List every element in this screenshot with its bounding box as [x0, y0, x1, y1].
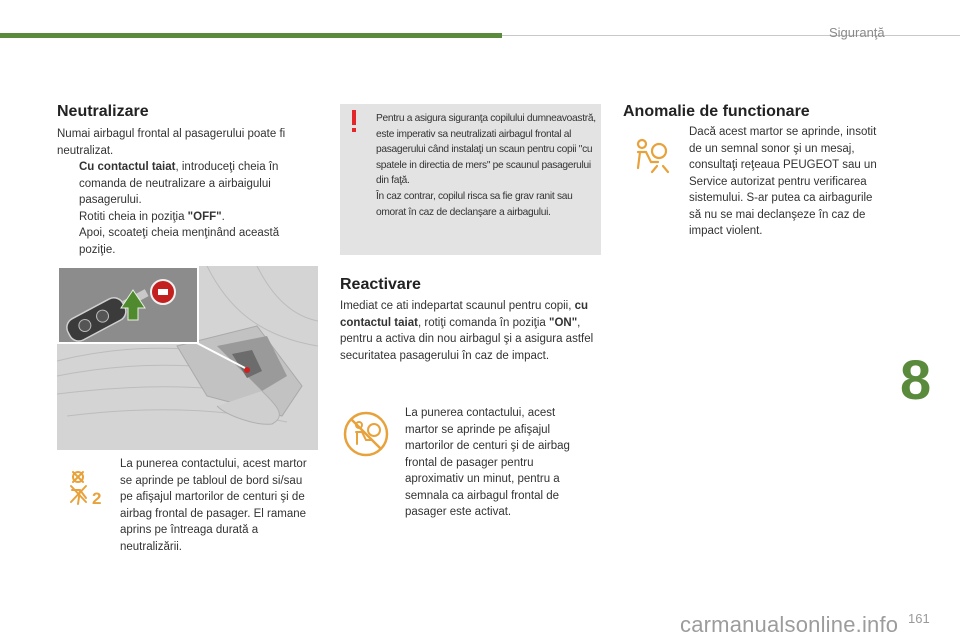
neutralizare-steps	[57, 159, 307, 258]
step-2: Rotiti cheia in poziţia "OFF".	[79, 210, 225, 223]
anomalie-title: Anomalie de functionare	[623, 103, 810, 120]
watermark: carmanualsonline.info	[680, 612, 899, 637]
neutralizare-title: Neutralizare	[57, 103, 149, 120]
reactivare-title: Reactivare	[340, 276, 421, 293]
warning-line-1: Pentru a asigura siguranţa copilului dumneavoastră, este imperativ sa neutralizati airbagul frontal al pasagerului când instalaţi un scaun pentru copii "cu spatele in directia de mers" pe scaunul pasagerului din faţă.	[376, 113, 596, 187]
key-inset-illustration	[57, 266, 199, 344]
reactivare-body: Imediat ce ati indepartat scaunul pentru copii, cu contactul taiat, rotiţi comanda în poziţia "ON", pentru a activa din nou airbagul şi a asigura astfel securitatea pasagerului în caz de impact.	[340, 300, 594, 362]
airbag-disabled-description: La punerea contactului, acest martor se aprinde pe afişajul martorilor de centuri şi de airbag frontal de pasager pentru aproximativ un minut, pentru a semnala ca airbagul frontal de pasager este activat.	[405, 407, 570, 518]
passenger-airbag-off-icon	[66, 468, 106, 508]
neutralizare-intro: Numai airbagul frontal al pasagerului poate fi neutralizat.	[57, 128, 286, 157]
header-accent-bar	[0, 33, 502, 38]
neutralizare-body	[57, 126, 307, 258]
warning-text	[376, 111, 598, 220]
step-3: Apoi, scoateţi cheia menţinând această poziţie.	[79, 227, 280, 256]
airbag-warning-description: Dacă acest martor se aprinde, insotit de un semnal sonor şi un mesaj, consultaţi reţeaua PEUGEOT sau un Service autorizat pentru verificarea sistemului. S-ar putea ca airbagurile să nu se mai declanşeze în caz de impact violent.	[689, 126, 877, 237]
section-title: Siguranţă	[829, 25, 885, 40]
step-1: Cu contactul taiat, introduceţi cheia în comanda de neutralizare a airbaigului pasagerului.	[79, 161, 279, 206]
warning-line-2: În caz contrar, copilul risca sa fie grav ranit sau omorat în caz de declanşare a airbagului.	[376, 190, 573, 218]
header-divider	[502, 35, 960, 36]
svg-text:2: 2	[92, 489, 102, 508]
chapter-number: 8	[900, 348, 932, 411]
exclamation-icon	[349, 110, 359, 134]
page-number: 161	[908, 611, 930, 626]
passenger-airbag-off-description: La punerea contactului, acest martor se aprinde pe tabloul de bord si/sau pe afişajul martorilor de centuri şi de airbag frontal de pasager. El ramane aprins pe întreaga durată a neutralizării.	[120, 458, 307, 553]
